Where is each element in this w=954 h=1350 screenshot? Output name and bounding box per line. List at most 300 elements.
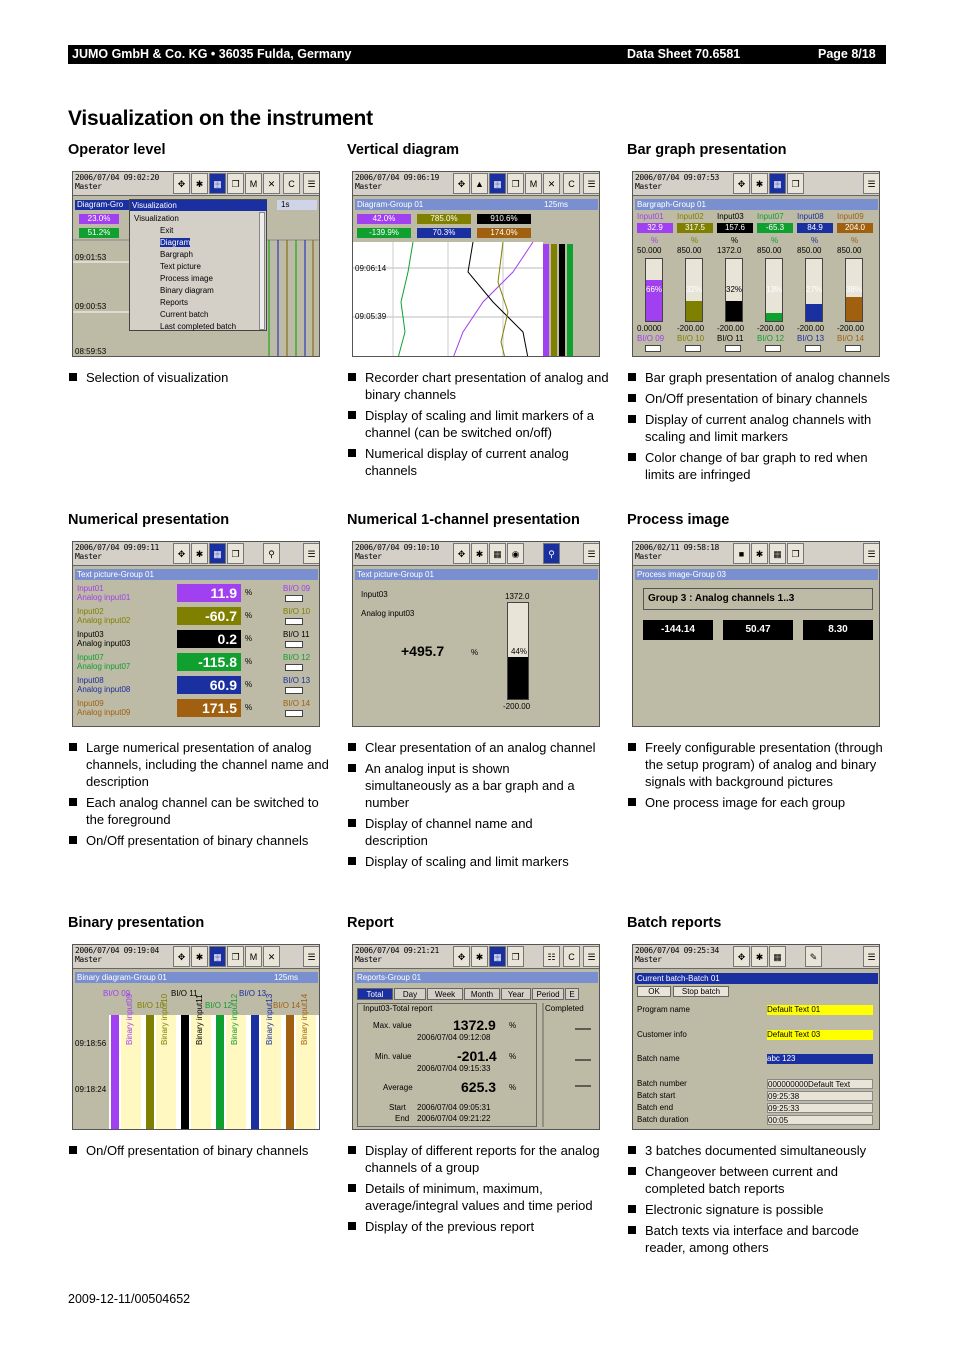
search-icon[interactable]: ⚲	[263, 543, 280, 564]
batch-number-field: 000000000Default Text	[767, 1079, 873, 1089]
channel-name: Input03	[361, 590, 388, 599]
numeric-value[interactable]: 0.2	[177, 630, 241, 648]
value-3: 910.6%	[477, 214, 531, 224]
bio-11: BI/O 11	[171, 989, 198, 998]
channel-description: Analog input08	[77, 685, 131, 694]
bullet-item: Freely configurable presentation (through the setup program) of analog and binary signals with background pictures	[627, 739, 897, 790]
visualization-icon[interactable]: ▦	[489, 543, 506, 564]
switch-icon	[765, 345, 781, 352]
menu-item-text-picture[interactable]: Text picture	[160, 262, 201, 271]
bullet-item: 3 batches documented simultaneously	[627, 1142, 887, 1159]
process-value-1: -144.14	[643, 620, 713, 640]
bar-fill	[766, 313, 782, 321]
bar-pct: 32%	[686, 285, 703, 294]
bar-unit: %	[811, 236, 819, 245]
switch-icon	[845, 345, 861, 352]
date: 2006/07/04	[635, 946, 680, 955]
batch-number-label: Batch number	[637, 1079, 687, 1088]
binary-name-13: Binary input13	[265, 993, 274, 1045]
marker-icon[interactable]: M	[245, 946, 262, 967]
completed-markers	[353, 945, 600, 1130]
bar-value: -65.3	[757, 223, 793, 233]
report-icon[interactable]: ☷	[543, 946, 560, 967]
bullets-numerical	[68, 739, 338, 853]
toolbar	[633, 542, 879, 566]
bullet-item: Bar graph presentation of analog channels	[627, 369, 897, 386]
rate: 125ms	[273, 973, 298, 982]
bullets-bargraph	[627, 369, 897, 487]
switch-icon	[285, 664, 303, 671]
user: Master	[355, 955, 382, 964]
value-2: 51.2%	[79, 228, 119, 238]
user: Master	[355, 552, 382, 561]
time-tick-2: 09:18:24	[75, 1085, 107, 1094]
bar-channel-name: Input07	[757, 212, 784, 221]
visualization-menu	[129, 199, 267, 331]
tools-icon[interactable]: ✕	[263, 946, 280, 967]
end-time: 2006/07/04 09:21:22	[417, 1114, 491, 1123]
visualization-icon[interactable]: ▦	[489, 946, 506, 967]
menu-item-diagram[interactable]: Diagram	[160, 238, 191, 247]
binary-io-label: BI/O 12	[283, 653, 311, 662]
binary-io-label: BI/O 14	[837, 334, 865, 343]
ch-icon[interactable]: C	[563, 173, 580, 194]
toolbar	[353, 542, 599, 566]
visualization-icon[interactable]: ▦	[489, 173, 506, 194]
heading-onechannel: Numerical 1-channel presentation	[347, 512, 580, 528]
bar-value: 32.9	[637, 223, 673, 233]
heading-batch: Batch reports	[627, 915, 722, 931]
time: 09:10:10	[403, 543, 439, 552]
menu-icon[interactable]: ☰	[303, 173, 320, 194]
value-unit: %	[245, 680, 253, 689]
visualization-icon[interactable]: ▦	[769, 173, 786, 194]
date: 2006/07/04	[355, 946, 400, 955]
time-tick-1: 09:18:56	[75, 1039, 107, 1048]
user: Master	[635, 955, 662, 964]
move-icon[interactable]: ✥	[453, 543, 470, 564]
bullet-item: On/Off presentation of binary channels	[68, 832, 338, 849]
user: Master	[355, 182, 382, 191]
channel-description: Analog input07	[77, 662, 131, 671]
binary-io-label: BI/O 14	[283, 699, 311, 708]
footer-id: 2009-12-11/00504652	[68, 1292, 191, 1306]
value-unit: %	[245, 611, 253, 620]
batch-end-field: 09:25:33	[767, 1103, 873, 1113]
bullet-item: On/Off presentation of binary channels	[68, 1142, 338, 1159]
switch-icon	[285, 595, 303, 602]
copy-icon[interactable]: ❐	[227, 543, 244, 564]
pen-icon[interactable]: ✎	[805, 946, 822, 967]
value-unit: %	[245, 657, 253, 666]
switch-icon	[685, 345, 701, 352]
screen-report	[352, 944, 600, 1130]
numeric-value[interactable]: 171.5	[177, 699, 241, 717]
visualization-icon[interactable]: ▦	[209, 946, 226, 967]
switch-icon	[285, 710, 303, 717]
binary-name-10: Binary input10	[160, 993, 169, 1045]
bar-scale-max: 850.00	[837, 246, 862, 255]
bullet-item: Details of minimum, maximum, average/integral values and time period	[347, 1180, 617, 1214]
menu-item-visualization[interactable]: Visualization	[134, 214, 179, 223]
time-tick-1: 09:01:53	[75, 253, 107, 262]
screen-vertical-diagram	[352, 171, 600, 357]
switch-icon	[645, 345, 661, 352]
switch-icon	[725, 345, 741, 352]
bar-scale-max: 850.00	[677, 246, 702, 255]
user: Master	[75, 552, 102, 561]
channel-bar-fill	[508, 657, 528, 699]
alarm-icon[interactable]: ▲	[471, 173, 488, 194]
channel-description: Analog input01	[77, 593, 131, 602]
bullet-item: Display of current analog channels with scaling and limit markers	[627, 411, 897, 445]
bullets-process	[627, 739, 897, 815]
move-icon[interactable]: ✥	[453, 946, 470, 967]
channel-unit: %	[471, 648, 479, 657]
bullet-item: Display of different reports for the analog channels of a group	[347, 1142, 617, 1176]
switch-icon	[805, 345, 821, 352]
menu-item-last-batch[interactable]: Last completed batch	[160, 322, 237, 331]
min-label: Min. value	[375, 1052, 412, 1061]
stop-batch-button[interactable]: Stop batch	[673, 986, 729, 997]
page-title: Visualization on the instrument	[68, 107, 373, 130]
menu-icon[interactable]: ☰	[583, 543, 600, 564]
numeric-value[interactable]: 60.9	[177, 676, 241, 694]
channel-name: Input01	[77, 584, 104, 593]
time: 09:19:04	[123, 946, 159, 955]
min-value: -201.4	[457, 1048, 497, 1064]
batch-start-field: 09:25:38	[767, 1091, 873, 1101]
alarm-icon[interactable]: ✱	[191, 173, 208, 194]
channel-name: Input08	[77, 676, 104, 685]
bullets-report	[347, 1142, 617, 1239]
bullets-vertical	[347, 369, 617, 483]
bar-fill	[846, 297, 862, 321]
tab-period[interactable]: Period	[532, 988, 564, 1000]
channel-description: Analog input03	[361, 609, 415, 618]
channel-bar	[507, 602, 529, 700]
time: 09:25:34	[683, 946, 719, 955]
bio-12: BI/O 12	[205, 1001, 233, 1010]
marker-icon[interactable]: M	[245, 173, 262, 194]
rate: 1s	[277, 200, 317, 210]
page-number: Page 8/18	[818, 47, 876, 61]
bullets-batch	[627, 1142, 887, 1260]
bullet-item: An analog input is shown simultaneously as a bar graph and a number	[347, 760, 597, 811]
visualization-icon[interactable]: ▦	[209, 173, 226, 194]
channel-value: +495.7	[401, 643, 445, 659]
title-text: Diagram-Group 01	[357, 200, 424, 209]
tab-total[interactable]: Total	[357, 988, 393, 1000]
bullet-item: Large numerical presentation of analog channels, including the channel name and description	[68, 739, 338, 790]
tab-year[interactable]: Year	[501, 988, 531, 1000]
bullet-item: Display of scaling and limit markers	[347, 853, 597, 870]
move-icon[interactable]: ✥	[733, 173, 750, 194]
ok-button[interactable]: OK	[637, 986, 671, 997]
bar-scale-min: -200.00	[837, 324, 865, 333]
bar-scale-max: 1372.0	[717, 246, 742, 255]
heading-vertical: Vertical diagram	[347, 142, 460, 158]
user: Master	[635, 182, 662, 191]
move-icon[interactable]: ✥	[173, 173, 190, 194]
binary-io-label: BI/O 09	[637, 334, 665, 343]
switch-icon	[285, 687, 303, 694]
company-line: JUMO GmbH & Co. KG • 36035 Fulda, Germany	[72, 47, 352, 61]
bar-value: 317.5	[677, 223, 713, 233]
bar-channel-name: Input02	[677, 212, 704, 221]
menu-icon[interactable]: ☰	[863, 543, 880, 564]
value-4: -139.9%	[357, 228, 411, 238]
end-label: End	[395, 1114, 410, 1123]
recorder-chart	[353, 172, 600, 357]
alarm-icon[interactable]: ✱	[471, 946, 488, 967]
screen-one-channel	[352, 541, 600, 727]
customer-info-field[interactable]: Default Text 03	[767, 1030, 873, 1040]
bar-value: 84.9	[797, 223, 833, 233]
channel-name: Input09	[77, 699, 104, 708]
bullet-item: Display of scaling and limit markers of a channel (can be switched on/off)	[347, 407, 617, 441]
record-icon[interactable]: ◉	[507, 543, 524, 564]
bar-unit: %	[771, 236, 779, 245]
alarm-icon[interactable]: ✱	[751, 173, 768, 194]
toolbar	[73, 542, 319, 566]
date: 2006/07/04	[355, 173, 400, 182]
bar-channel-name: Input03	[717, 212, 744, 221]
bar-scale-min: -200.00	[677, 324, 705, 333]
heading-numerical: Numerical presentation	[68, 512, 230, 528]
binary-io-label: BI/O 10	[677, 334, 705, 343]
bar-scale-max: 850.00	[797, 246, 822, 255]
bullet-item: Electronic signature is possible	[627, 1201, 887, 1218]
bio-09: BI/O 09	[103, 989, 131, 998]
alarm-icon[interactable]: ✱	[191, 543, 208, 564]
binary-name-12: Binary input12	[230, 993, 239, 1045]
screen-bar-graph	[632, 171, 880, 357]
avg-unit: %	[509, 1083, 517, 1092]
bar-scale-min: -200.00	[797, 324, 825, 333]
bar-unit: %	[691, 236, 699, 245]
batch-duration-field: 00:05	[767, 1115, 873, 1125]
time: 09:58:18	[683, 543, 719, 552]
alarm-icon[interactable]: ✱	[751, 946, 768, 967]
max-label: Max. value	[373, 1021, 412, 1030]
channel-name: Input07	[77, 653, 104, 662]
ch-icon[interactable]: C	[563, 946, 580, 967]
datasheet-number: Data Sheet 70.6581	[627, 47, 741, 61]
binary-io-label: BI/O 11	[283, 630, 310, 639]
menu-icon[interactable]: ☰	[583, 946, 600, 967]
move-icon[interactable]: ✥	[173, 543, 190, 564]
tab-month[interactable]: Month	[464, 988, 500, 1000]
channel-name: Input03	[77, 630, 104, 639]
alarm-icon[interactable]: ✱	[471, 543, 488, 564]
date: 2006/07/04	[75, 946, 120, 955]
bar-pct: 38%	[846, 285, 863, 294]
heading-process: Process image	[627, 512, 730, 528]
tools-icon[interactable]: ✕	[263, 173, 280, 194]
bullet-item: Numerical display of current analog channels	[347, 445, 617, 479]
title-text: Binary diagram-Group 01	[77, 973, 167, 982]
heading-operator: Operator level	[68, 142, 166, 158]
time: 09:07:53	[683, 173, 719, 182]
bullet-item: Display of channel name and description	[347, 815, 597, 849]
menu-title: Visualization	[130, 200, 267, 211]
start-time: 2006/07/04 09:05:31	[417, 1103, 491, 1112]
value-5: 70.3%	[417, 228, 471, 238]
heading-bargraph: Bar graph presentation	[627, 142, 787, 158]
screen-numerical	[72, 541, 320, 727]
report-title: Input03-Total report	[363, 1004, 433, 1013]
date: 2006/02/11	[635, 543, 680, 552]
customer-info-label: Customer info	[637, 1030, 687, 1039]
bullet-item: Changeover between current and completed batch reports	[627, 1163, 887, 1197]
switch-icon	[285, 641, 303, 648]
bio-10: BI/O 10	[137, 1001, 165, 1010]
min-unit: %	[509, 1052, 517, 1061]
bullet-item: One process image for each group	[627, 794, 897, 811]
value-unit: %	[245, 634, 253, 643]
max-unit: %	[509, 1021, 517, 1030]
copy-icon[interactable]: ❐	[787, 173, 804, 194]
max-value: 1372.9	[453, 1017, 496, 1033]
time-tick-3: 08:59:53	[75, 347, 107, 356]
batch-start-label: Batch start	[637, 1091, 676, 1100]
tab-day[interactable]: Day	[394, 988, 426, 1000]
program-name-field[interactable]: Default Text 01	[767, 1005, 873, 1015]
binary-io-label: BI/O 11	[717, 334, 744, 343]
menu-item-binary-diagram[interactable]: Binary diagram	[160, 286, 214, 295]
completed-label: Completed	[545, 1004, 584, 1013]
bar-pct: 27%	[806, 285, 823, 294]
time: 09:06:19	[403, 173, 439, 182]
bar-value: 204.0	[837, 223, 873, 233]
switch-icon	[285, 618, 303, 625]
date: 2006/07/04	[355, 543, 400, 552]
bar-pct: 32%	[726, 285, 743, 294]
bar-unit: %	[851, 236, 859, 245]
menu-item-exit[interactable]: Exit	[160, 226, 174, 235]
copy-icon[interactable]: ❐	[227, 173, 244, 194]
ch-icon[interactable]: C	[283, 173, 300, 194]
screen-title: Process image-Group 03	[635, 569, 878, 580]
alarm-icon[interactable]: ✱	[191, 946, 208, 967]
user: Master	[75, 955, 102, 964]
bullet-item: Selection of visualization	[68, 369, 338, 386]
bar-fill	[686, 301, 702, 321]
menu-icon[interactable]: ☰	[303, 543, 320, 564]
menu-item-process-image[interactable]: Process image	[160, 274, 213, 283]
visualization-icon[interactable]: ▦	[769, 543, 786, 564]
channel-description: Analog input09	[77, 708, 131, 717]
screen-binary	[72, 944, 320, 1130]
screen-title: Bargraph-Group 01	[635, 199, 878, 210]
menu-icon[interactable]: ☰	[583, 173, 600, 194]
visualization-icon[interactable]: ▦	[209, 543, 226, 564]
menu-item-reports[interactable]: Reports	[160, 298, 189, 307]
bullet-item: Batch texts via interface and barcode reader, among others	[627, 1222, 887, 1256]
bar-pct: 13%	[766, 285, 783, 294]
bio-14: BI/O 14	[273, 1001, 301, 1010]
screen-title: Current batch-Batch 01	[635, 973, 878, 984]
process-value-2: 50.47	[723, 620, 793, 640]
time-tick-1: 09:06:14	[355, 264, 387, 273]
value-unit: %	[245, 703, 253, 712]
date: 2006/07/04	[75, 173, 120, 182]
menu-icon[interactable]: ☰	[863, 946, 880, 967]
bullet-item: On/Off presentation of binary channels	[627, 390, 897, 407]
tools-icon[interactable]: ✕	[543, 173, 560, 194]
search-icon[interactable]: ⚲	[543, 543, 560, 564]
start-label: Start	[389, 1103, 406, 1112]
screen-title: Diagram-Gro	[75, 200, 131, 210]
channel-description: Analog input03	[77, 639, 131, 648]
numeric-value[interactable]: -60.7	[177, 607, 241, 625]
scale-min: -200.00	[503, 702, 531, 711]
copy-icon[interactable]: ❐	[507, 946, 524, 967]
page-header	[68, 45, 886, 64]
copy-icon[interactable]: ❐	[507, 173, 524, 194]
move-icon[interactable]: ✥	[453, 173, 470, 194]
value-2: 785.0%	[417, 214, 471, 224]
bar-fill	[726, 301, 742, 321]
menu-item-bargraph[interactable]: Bargraph	[160, 250, 193, 259]
value-unit: %	[245, 588, 253, 597]
move-icon[interactable]: ✥	[733, 946, 750, 967]
binary-io-label: BI/O 13	[797, 334, 825, 343]
min-time: 2006/07/04 09:15:33	[417, 1064, 491, 1073]
bar-unit: %	[651, 236, 659, 245]
marker-icon[interactable]: M	[525, 173, 542, 194]
binary-io-label: BI/O 10	[283, 607, 311, 616]
channel-description: Analog input02	[77, 616, 131, 625]
alarm-icon[interactable]: ✱	[751, 543, 768, 564]
process-value-3: 8.30	[803, 620, 873, 640]
menu-item-current-batch[interactable]: Current batch	[160, 310, 209, 319]
numeric-value[interactable]: -115.8	[177, 653, 241, 671]
bar-pct: 66%	[646, 285, 663, 294]
screen-batch	[632, 944, 880, 1130]
time-tick-2: 09:05:39	[355, 312, 387, 321]
copy-icon[interactable]: ❐	[787, 543, 804, 564]
stop-icon[interactable]: ■	[733, 543, 750, 564]
tab-week[interactable]: Week	[427, 988, 463, 1000]
date: 2006/07/04	[75, 543, 120, 552]
batch-duration-label: Batch duration	[637, 1115, 689, 1124]
tab-e[interactable]: E	[565, 988, 579, 1000]
avg-label: Average	[383, 1083, 413, 1092]
user: Master	[635, 552, 662, 561]
menu-scrollbar[interactable]	[259, 212, 265, 330]
max-time: 2006/07/04 09:12:08	[417, 1033, 491, 1042]
value-6: 174.0%	[477, 228, 531, 238]
menu-icon[interactable]: ☰	[303, 946, 320, 967]
value-1: 42.0%	[357, 214, 411, 224]
numeric-value[interactable]: 11.9	[177, 584, 241, 602]
menu-icon[interactable]: ☰	[863, 173, 880, 194]
bullets-onechannel	[347, 739, 597, 874]
value-1: 23.0%	[79, 214, 119, 224]
visualization-icon[interactable]: ▦	[769, 946, 786, 967]
binary-name-14: Binary input14	[300, 993, 309, 1045]
screen-operator-level	[72, 171, 320, 357]
scale-max: 1372.0	[505, 592, 530, 601]
bar-fill	[806, 304, 822, 321]
copy-icon[interactable]: ❐	[227, 946, 244, 967]
batch-name-field[interactable]: abc 123	[767, 1054, 873, 1064]
move-icon[interactable]: ✥	[173, 946, 190, 967]
screen-title: Reports-Group 01	[355, 972, 598, 983]
bar-channel-name: Input08	[797, 212, 824, 221]
